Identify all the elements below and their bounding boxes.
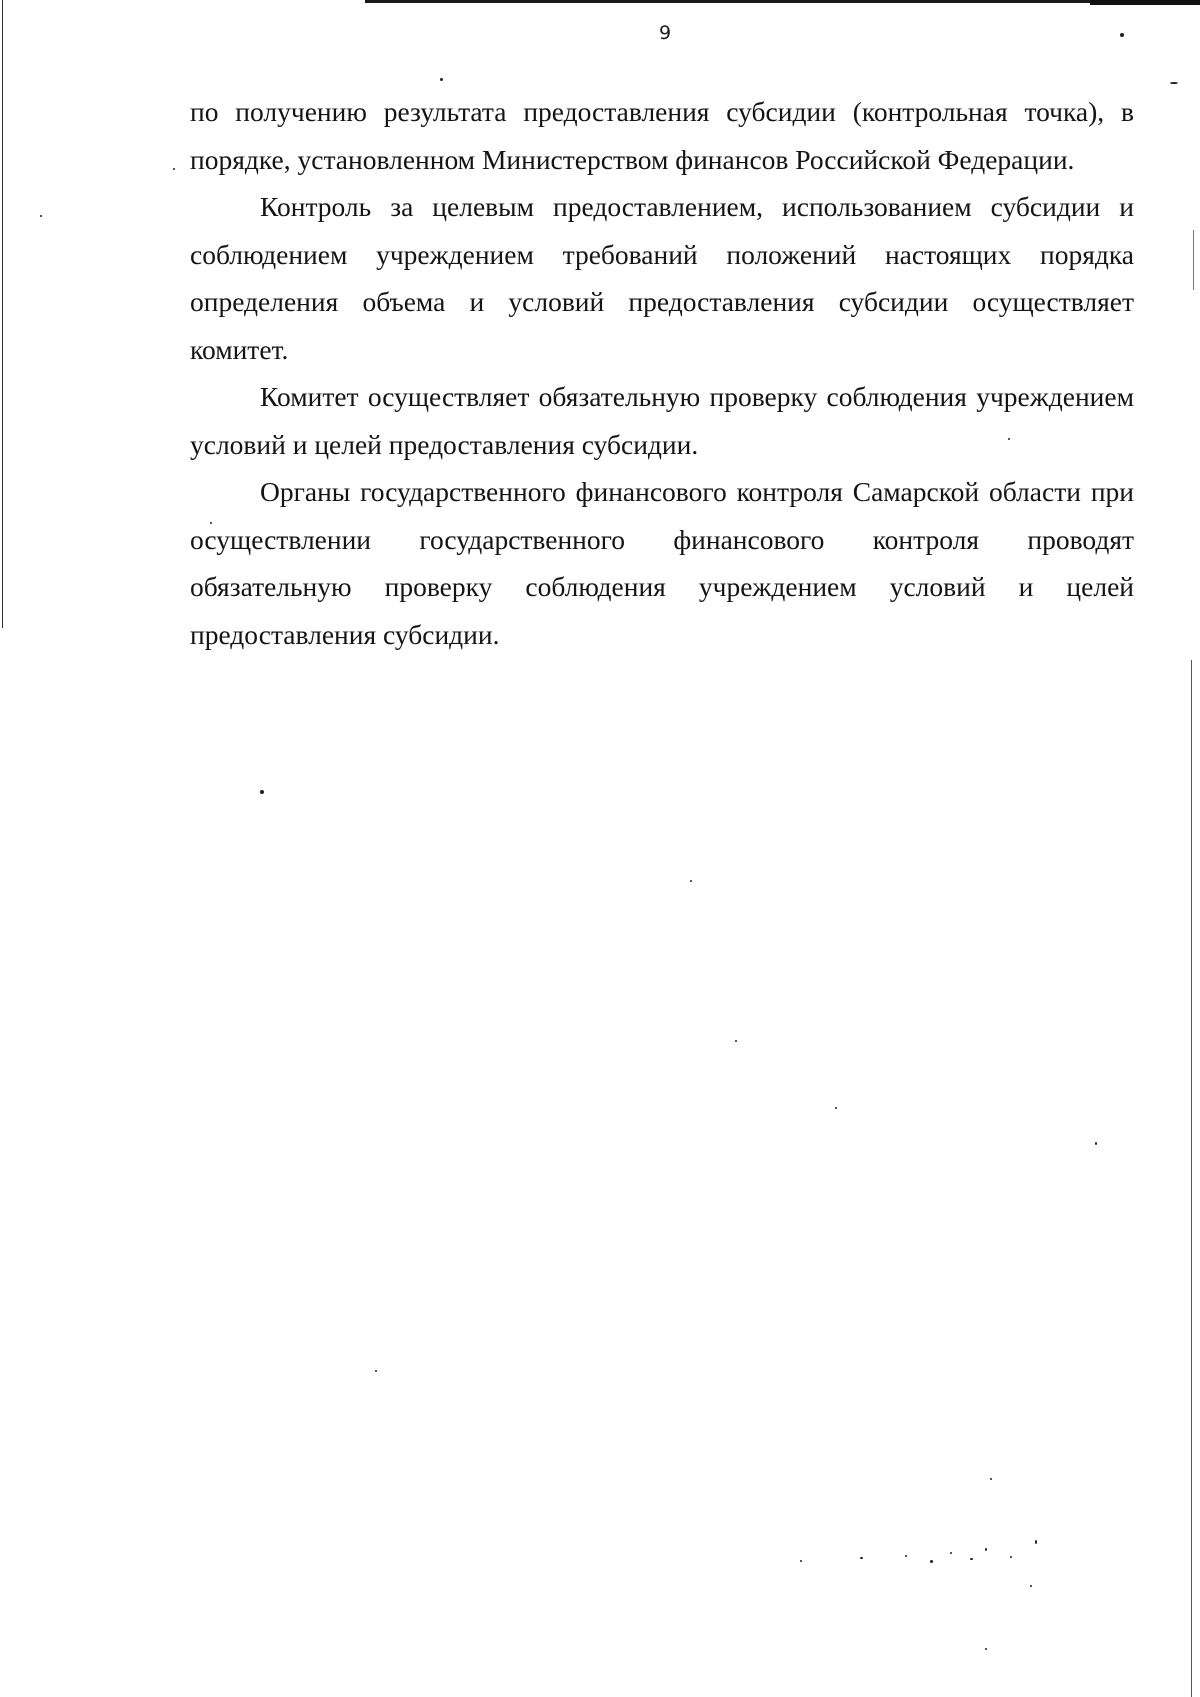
paragraph-state-control: Органы государственного финансового контроля Самарской области при осуществлении государственного финансового контроля проводят обязательную проверку соблюдения учреждением условий и целей предоставления субсидии. — [190, 476, 1134, 650]
scan-speck — [735, 1040, 737, 1042]
page-number: 9 — [658, 22, 672, 44]
scan-speck — [1170, 82, 1178, 84]
scan-speck — [950, 1552, 952, 1554]
scan-speck — [1010, 1556, 1012, 1558]
scan-speck — [690, 880, 692, 882]
scan-speck — [1030, 1585, 1032, 1587]
scan-speck — [860, 1557, 863, 1559]
paragraph-continuation: по получению результата предоставления субсидии (контрольная точка), в порядке, установленном Министерством финансов Российской Федерации. — [190, 96, 1134, 175]
scan-right-edge-upper — [1193, 230, 1194, 290]
scan-speck — [375, 1370, 377, 1372]
document-body — [190, 88, 1134, 658]
paragraph-control: Контроль за целевым предоставлением, использованием субсидии и соблюдением учреждением требований положений настоящих порядка определения объема и условий предоставления субсидии осуществляет комитет. — [190, 191, 1134, 365]
scan-speck — [260, 790, 264, 794]
paragraph-committee-check: Комитет осуществляет обязательную проверку соблюдения учреждением условий и целей предоставления субсидии. — [190, 381, 1134, 460]
scan-speck — [1035, 1540, 1037, 1544]
scan-right-edge — [1191, 660, 1192, 1697]
scan-speck — [835, 1107, 837, 1109]
scan-speck — [1095, 1142, 1097, 1145]
scan-speck — [905, 1555, 907, 1557]
scan-speck — [40, 215, 42, 217]
scan-speck — [985, 1548, 987, 1551]
scan-speck — [985, 1648, 987, 1650]
scan-top-edge — [365, 0, 1200, 3]
scan-speck — [970, 1558, 973, 1560]
scan-speck — [800, 1560, 802, 1562]
scan-speck — [173, 168, 175, 170]
scan-speck — [440, 78, 443, 81]
scan-speck — [930, 1560, 933, 1563]
scan-speck — [990, 1478, 992, 1480]
scan-left-edge — [2, 0, 3, 628]
scan-top-edge-corner — [1090, 0, 1200, 5]
